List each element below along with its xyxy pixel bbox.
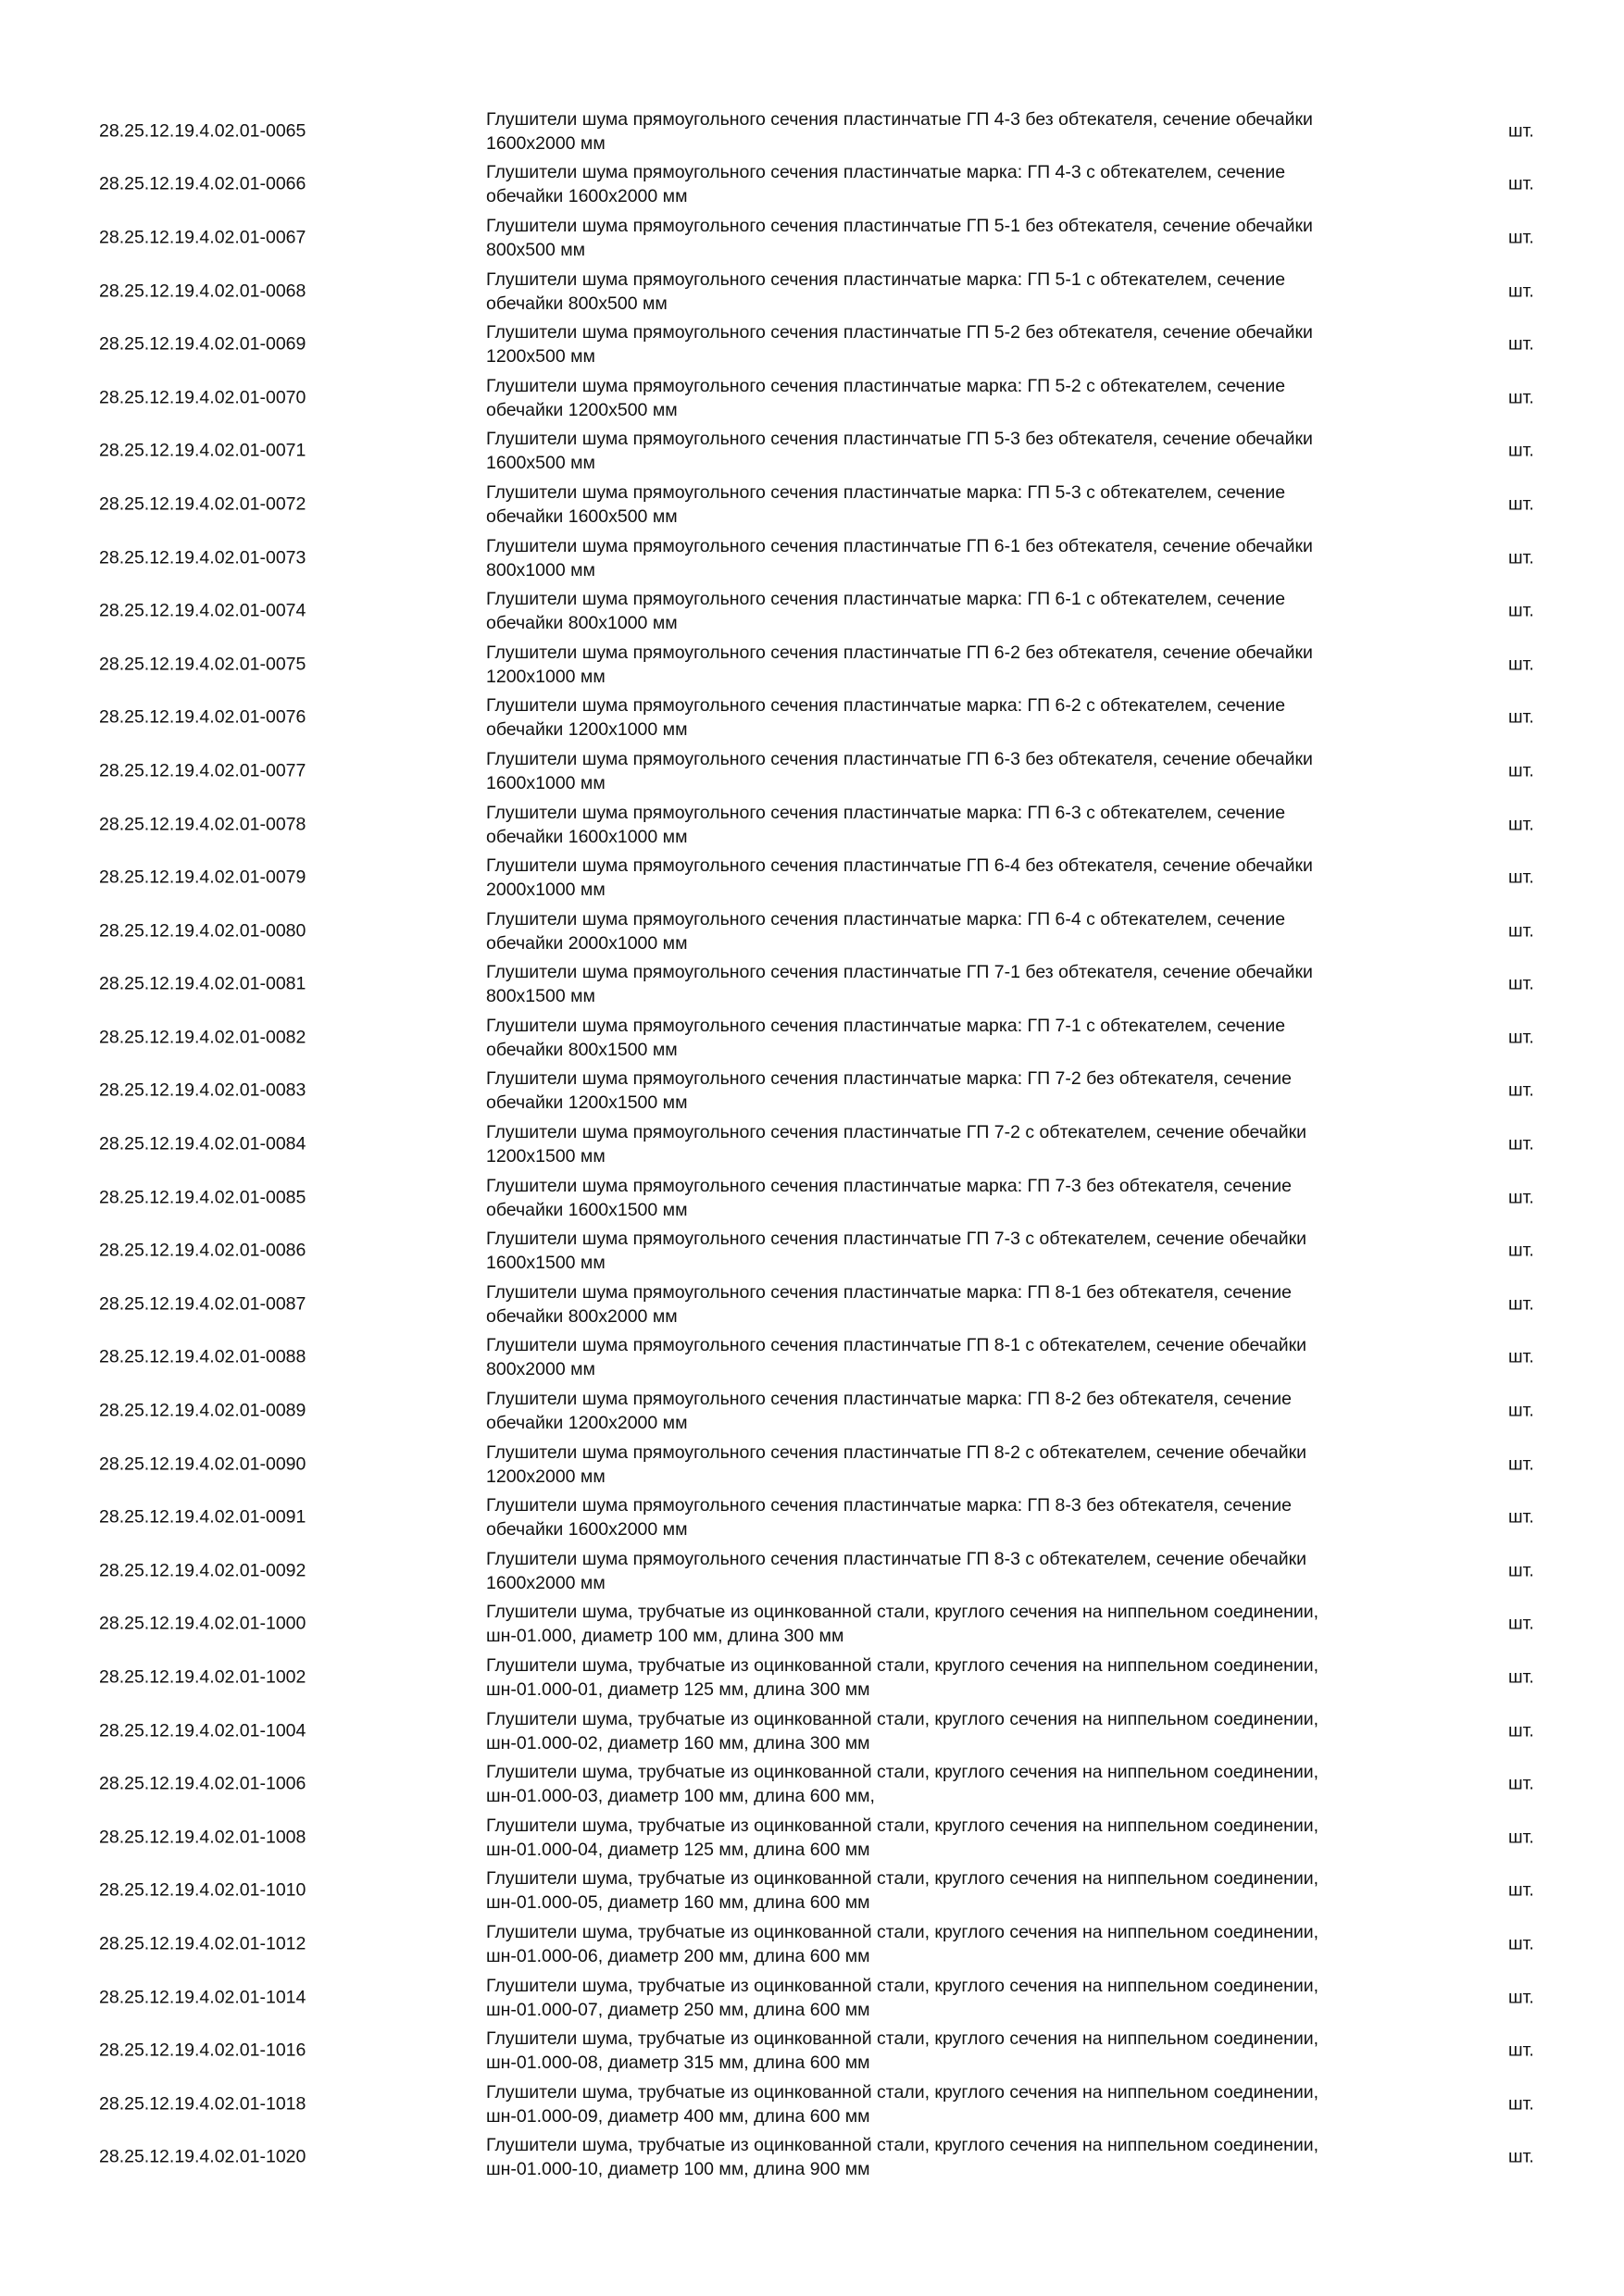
description-line: Глушители шума, трубчатые из оцинкованной стали, круглого сечения на ниппельном соединении, [486, 1975, 1319, 1996]
resource-unit: шт. [1508, 440, 1534, 461]
resource-unit: шт. [1508, 1346, 1534, 1367]
table-row [0, 1331, 1624, 1385]
resource-description [486, 1974, 1430, 2022]
resource-description [486, 1760, 1430, 1808]
resource-code: 28.25.12.19.4.02.01-0073 [99, 547, 306, 568]
table-row [0, 158, 1624, 212]
table-row [0, 1224, 1624, 1278]
description-line: 800х1000 мм [486, 559, 595, 580]
resource-code: 28.25.12.19.4.02.01-0088 [99, 1346, 306, 1367]
table-row [0, 1811, 1624, 1865]
description-line: Глушители шума прямоугольного сечения пластинчатые марка: ГП 6-2 с обтекателем, сечение [486, 695, 1286, 717]
resource-code: 28.25.12.19.4.02.01-1014 [99, 1987, 306, 2008]
description-line: обечайки 1600х2000 мм [486, 1519, 688, 1541]
resource-code: 28.25.12.19.4.02.01-0066 [99, 173, 306, 194]
description-line: Глушители шума прямоугольного сечения пластинчатые марка: ГП 7-1 с обтекателем, сечение [486, 1015, 1286, 1036]
resource-description [486, 2133, 1430, 2181]
table-row [0, 1438, 1624, 1491]
description-line: Глушители шума прямоугольного сечения пластинчатые марка: ГП 8-2 без обтекателя, сечение [486, 1389, 1292, 1410]
description-line: Глушители шума, трубчатые из оцинкованной стали, круглого сечения на ниппельном соединении, [486, 1602, 1319, 1623]
resource-unit: шт. [1508, 1454, 1534, 1475]
description-line: Глушители шума прямоугольного сечения пластинчатые марка: ГП 6-3 с обтекателем, сечение [486, 802, 1286, 823]
resource-code: 28.25.12.19.4.02.01-0089 [99, 1400, 306, 1421]
resource-code: 28.25.12.19.4.02.01-1018 [99, 2093, 306, 2115]
table-row [0, 584, 1624, 638]
description-line: Глушители шума, трубчатые из оцинкованной стали, круглого сечения на ниппельном соединении, [486, 2028, 1319, 2050]
resource-description [486, 1174, 1430, 1222]
description-line: Глушители шума прямоугольного сечения пластинчатые ГП 5-3 без обтекателя, сечение обечайки [486, 429, 1313, 450]
description-line: Глушители шума, трубчатые из оцинкованной стали, круглого сечения на ниппельном соединении, [486, 1868, 1319, 1890]
resource-code: 28.25.12.19.4.02.01-1002 [99, 1666, 306, 1688]
table-row [0, 478, 1624, 531]
description-line: 1600х2000 мм [486, 132, 606, 154]
table-row [0, 1011, 1624, 1065]
resource-description [486, 960, 1430, 1008]
resource-description [486, 1280, 1430, 1329]
resource-unit: шт. [1508, 281, 1534, 302]
description-line: Глушители шума прямоугольного сечения пластинчатые ГП 5-2 без обтекателя, сечение обечайки [486, 322, 1313, 343]
table-row [0, 1171, 1624, 1225]
resource-code: 28.25.12.19.4.02.01-0071 [99, 440, 306, 461]
resource-code: 28.25.12.19.4.02.01-0077 [99, 760, 306, 781]
resource-description [486, 641, 1430, 689]
description-line: обечайки 1200х500 мм [486, 399, 678, 420]
resource-unit: шт. [1508, 1027, 1534, 1048]
resource-description [486, 587, 1430, 635]
table-row [0, 1917, 1624, 1971]
resource-unit: шт. [1508, 706, 1534, 728]
description-line: шн-01.000-07, диаметр 250 мм, длина 600 мм [486, 1999, 870, 2020]
description-line: обечайки 800х1000 мм [486, 613, 678, 634]
description-line: шн-01.000-05, диаметр 160 мм, длина 600 мм [486, 1892, 870, 1914]
resource-description [486, 801, 1430, 849]
table-row [0, 1117, 1624, 1171]
resource-unit: шт. [1508, 547, 1534, 568]
description-line: Глушители шума, трубчатые из оцинкованной стали, круглого сечения на ниппельном соединении, [486, 2135, 1319, 2156]
resource-unit: шт. [1508, 2146, 1534, 2167]
resource-description [486, 907, 1430, 955]
description-line: Глушители шума прямоугольного сечения пластинчатые марка: ГП 4-3 с обтекателем, сечение [486, 162, 1286, 183]
resource-unit: шт. [1508, 1613, 1534, 1634]
description-line: обечайки 1600х1000 мм [486, 826, 688, 847]
resource-description [486, 214, 1430, 262]
resource-code: 28.25.12.19.4.02.01-1020 [99, 2146, 306, 2167]
description-line: 1200х500 мм [486, 346, 595, 368]
description-line: Глушители шума прямоугольного сечения пластинчатые ГП 8-3 с обтекателем, сечение обечайки [486, 1548, 1307, 1569]
resource-unit: шт. [1508, 333, 1534, 355]
description-line: Глушители шума прямоугольного сечения пластинчатые марка: ГП 8-3 без обтекателя, сечение [486, 1495, 1292, 1516]
description-line: шн-01.000-04, диаметр 125 мм, длина 600 мм [486, 1839, 870, 1860]
resource-description [486, 2080, 1430, 2128]
description-line: шн-01.000-10, диаметр 100 мм, длина 900 мм [486, 2159, 870, 2180]
resource-code: 28.25.12.19.4.02.01-1000 [99, 1613, 306, 1634]
description-line: 1600х500 мм [486, 453, 595, 474]
description-line: 800х2000 мм [486, 1359, 595, 1380]
resource-code: 28.25.12.19.4.02.01-0076 [99, 706, 306, 728]
description-line: Глушители шума прямоугольного сечения пластинчатые марка: ГП 6-4 с обтекателем, сечение [486, 908, 1286, 930]
description-line: Глушители шума прямоугольного сечения пластинчатые ГП 7-3 с обтекателем, сечение обечайки [486, 1229, 1307, 1250]
table-row [0, 1971, 1624, 2025]
table-row [0, 2024, 1624, 2078]
resource-code: 28.25.12.19.4.02.01-0090 [99, 1454, 306, 1475]
resource-unit: шт. [1508, 1187, 1534, 1208]
description-line: обечайки 1200х1500 мм [486, 1092, 688, 1114]
resource-unit: шт. [1508, 1506, 1534, 1528]
description-line: Глушители шума прямоугольного сечения пластинчатые ГП 6-3 без обтекателя, сечение обечайки [486, 748, 1313, 769]
resource-description [486, 1014, 1430, 1062]
description-line: Глушители шума прямоугольного сечения пластинчатые ГП 6-4 без обтекателя, сечение обечайки [486, 855, 1313, 877]
resource-code: 28.25.12.19.4.02.01-1012 [99, 1933, 306, 1954]
resource-code: 28.25.12.19.4.02.01-0083 [99, 1079, 306, 1101]
description-line: обечайки 1600х500 мм [486, 505, 678, 527]
description-line: обечайки 1600х1500 мм [486, 1199, 688, 1220]
resource-unit: шт. [1508, 867, 1534, 888]
description-line: Глушители шума прямоугольного сечения пластинчатые марка: ГП 8-1 без обтекателя, сечение [486, 1281, 1292, 1303]
resource-unit: шт. [1508, 1293, 1534, 1315]
table-row [0, 958, 1624, 1012]
resource-description [486, 747, 1430, 795]
resource-unit: шт. [1508, 1879, 1534, 1901]
resource-description [486, 1866, 1430, 1915]
resource-unit: шт. [1508, 120, 1534, 142]
resource-description [486, 160, 1430, 208]
resource-code: 28.25.12.19.4.02.01-0075 [99, 654, 306, 675]
resource-code: 28.25.12.19.4.02.01-1010 [99, 1879, 306, 1901]
description-line: 1200х2000 мм [486, 1466, 606, 1487]
description-line: 800х1500 мм [486, 986, 595, 1007]
resource-code: 28.25.12.19.4.02.01-1004 [99, 1720, 306, 1741]
description-line: Глушители шума прямоугольного сечения пластинчатые ГП 5-1 без обтекателя, сечение обечайки [486, 215, 1313, 236]
description-line: Глушители шума, трубчатые из оцинкованной стали, круглого сечения на ниппельном соединении, [486, 1762, 1319, 1783]
table-row [0, 692, 1624, 745]
description-line: Глушители шума, трубчатые из оцинкованной стали, круглого сечения на ниппельном соединении, [486, 1708, 1319, 1729]
resource-unit: шт. [1508, 814, 1534, 835]
resource-unit: шт. [1508, 973, 1534, 994]
resource-description [486, 480, 1430, 529]
resource-description [486, 1600, 1430, 1648]
resource-unit: шт. [1508, 2040, 1534, 2061]
resource-description [486, 320, 1430, 368]
description-line: Глушители шума, трубчатые из оцинкованной стали, круглого сечения на ниппельном соединении, [486, 2081, 1319, 2103]
resource-code: 28.25.12.19.4.02.01-1006 [99, 1773, 306, 1794]
resource-description [486, 534, 1430, 582]
table-row [0, 1278, 1624, 1331]
resource-code: 28.25.12.19.4.02.01-0087 [99, 1293, 306, 1315]
description-line: шн-01.000-02, диаметр 160 мм, длина 300 мм [486, 1732, 870, 1753]
table-row [0, 1865, 1624, 1918]
resource-unit: шт. [1508, 1933, 1534, 1954]
resource-description [486, 1814, 1430, 1862]
resource-unit: шт. [1508, 760, 1534, 781]
resource-code: 28.25.12.19.4.02.01-0080 [99, 920, 306, 942]
resource-code: 28.25.12.19.4.02.01-0082 [99, 1027, 306, 1048]
table-row [0, 1491, 1624, 1544]
resource-code: 28.25.12.19.4.02.01-0072 [99, 493, 306, 515]
resource-table [0, 105, 1624, 2184]
description-line: обечайки 1600х2000 мм [486, 186, 688, 207]
table-row [0, 1704, 1624, 1758]
resource-unit: шт. [1508, 173, 1534, 194]
table-row [0, 638, 1624, 692]
table-row [0, 211, 1624, 265]
resource-code: 28.25.12.19.4.02.01-0074 [99, 600, 306, 621]
description-line: обечайки 800х1500 мм [486, 1039, 678, 1060]
resource-description [486, 107, 1430, 156]
description-line: Глушители шума прямоугольного сечения пластинчатые марка: ГП 5-3 с обтекателем, сечение [486, 481, 1286, 503]
resource-code: 28.25.12.19.4.02.01-0070 [99, 387, 306, 408]
resource-unit: шт. [1508, 1133, 1534, 1154]
table-row [0, 2131, 1624, 2185]
resource-description [486, 268, 1430, 316]
table-row [0, 851, 1624, 905]
table-row [0, 265, 1624, 318]
description-line: шн-01.000-03, диаметр 100 мм, длина 600 мм, [486, 1786, 875, 1807]
description-line: Глушители шума прямоугольного сечения пластинчатые ГП 8-1 с обтекателем, сечение обечайки [486, 1335, 1307, 1356]
description-line: Глушители шума, трубчатые из оцинкованной стали, круглого сечения на ниппельном соединении, [486, 1655, 1319, 1677]
resource-code: 28.25.12.19.4.02.01-0067 [99, 227, 306, 248]
resource-unit: шт. [1508, 1400, 1534, 1421]
resource-code: 28.25.12.19.4.02.01-1008 [99, 1827, 306, 1848]
resource-description [486, 374, 1430, 422]
description-line: шн-01.000-09, диаметр 400 мм, длина 600 мм [486, 2105, 870, 2127]
description-line: Глушители шума прямоугольного сечения пластинчатые марка: ГП 7-2 без обтекателя, сечение [486, 1068, 1292, 1090]
description-line: Глушители шума прямоугольного сечения пластинчатые марка: ГП 5-1 с обтекателем, сечение [486, 268, 1286, 290]
description-line: 1200х1000 мм [486, 666, 606, 687]
resource-unit: шт. [1508, 1987, 1534, 2008]
resource-description [486, 1333, 1430, 1381]
resource-unit: шт. [1508, 2093, 1534, 2115]
description-line: Глушители шума прямоугольного сечения пластинчатые ГП 6-2 без обтекателя, сечение обечайки [486, 642, 1313, 663]
description-line: Глушители шума прямоугольного сечения пластинчатые ГП 4-3 без обтекателя, сечение обечайки [486, 108, 1313, 130]
resource-description [486, 1547, 1430, 1595]
resource-code: 28.25.12.19.4.02.01-0092 [99, 1560, 306, 1581]
resource-code: 28.25.12.19.4.02.01-0081 [99, 973, 306, 994]
resource-unit: шт. [1508, 227, 1534, 248]
description-line: 1600х1500 мм [486, 1253, 606, 1274]
description-line: Глушители шума прямоугольного сечения пластинчатые ГП 6-1 без обтекателя, сечение обечайки [486, 535, 1313, 556]
description-line: шн-01.000, диаметр 100 мм, длина 300 мм [486, 1626, 844, 1647]
description-line: шн-01.000-01, диаметр 125 мм, длина 300 мм [486, 1679, 870, 1701]
resource-unit: шт. [1508, 1666, 1534, 1688]
table-row [0, 1544, 1624, 1598]
table-row [0, 1384, 1624, 1438]
description-line: обечайки 1200х1000 мм [486, 719, 688, 741]
resource-code: 28.25.12.19.4.02.01-0091 [99, 1506, 306, 1528]
resource-code: 28.25.12.19.4.02.01-0086 [99, 1240, 306, 1261]
resource-code: 28.25.12.19.4.02.01-0065 [99, 120, 306, 142]
resource-description [486, 1920, 1430, 1968]
resource-unit: шт. [1508, 600, 1534, 621]
description-line: Глушители шума прямоугольного сечения пластинчатые марка: ГП 5-2 с обтекателем, сечение [486, 375, 1286, 396]
description-line: 1600х2000 мм [486, 1572, 606, 1593]
description-line: шн-01.000-08, диаметр 315 мм, длина 600 мм [486, 2053, 870, 2074]
description-line: 1200х1500 мм [486, 1146, 606, 1167]
resource-unit: шт. [1508, 1773, 1534, 1794]
resource-code: 28.25.12.19.4.02.01-0078 [99, 814, 306, 835]
table-row [0, 2078, 1624, 2131]
table-row [0, 1651, 1624, 1704]
resource-description [486, 1653, 1430, 1702]
resource-unit: шт. [1508, 654, 1534, 675]
resource-unit: шт. [1508, 1720, 1534, 1741]
resource-unit: шт. [1508, 1079, 1534, 1101]
resource-description [486, 427, 1430, 475]
resource-description [486, 2027, 1430, 2075]
resource-description [486, 1387, 1430, 1435]
table-row [0, 105, 1624, 158]
resource-description [486, 854, 1430, 902]
description-line: Глушители шума прямоугольного сечения пластинчатые ГП 8-2 с обтекателем, сечение обечайки [486, 1441, 1307, 1463]
description-line: Глушители шума прямоугольного сечения пластинчатые ГП 7-2 с обтекателем, сечение обечайки [486, 1122, 1307, 1143]
resource-unit: шт. [1508, 1827, 1534, 1848]
resource-description [486, 693, 1430, 742]
description-line: Глушители шума прямоугольного сечения пластинчатые ГП 7-1 без обтекателя, сечение обечайки [486, 962, 1313, 983]
description-line: 2000х1000 мм [486, 880, 606, 901]
table-row [0, 425, 1624, 479]
resource-description [486, 1441, 1430, 1489]
table-row [0, 905, 1624, 958]
table-row [0, 744, 1624, 798]
description-line: обечайки 1200х2000 мм [486, 1413, 688, 1434]
resource-description [486, 1067, 1430, 1115]
table-row [0, 371, 1624, 425]
resource-unit: шт. [1508, 1240, 1534, 1261]
resource-code: 28.25.12.19.4.02.01-1016 [99, 2040, 306, 2061]
resource-code: 28.25.12.19.4.02.01-0079 [99, 867, 306, 888]
description-line: шн-01.000-06, диаметр 200 мм, длина 600 мм [486, 1945, 870, 1966]
description-line: обечайки 2000х1000 мм [486, 932, 688, 954]
resource-unit: шт. [1508, 493, 1534, 515]
resource-unit: шт. [1508, 920, 1534, 942]
resource-description [486, 1120, 1430, 1168]
table-row [0, 531, 1624, 585]
resource-code: 28.25.12.19.4.02.01-0068 [99, 281, 306, 302]
resource-code: 28.25.12.19.4.02.01-0069 [99, 333, 306, 355]
table-row [0, 318, 1624, 371]
table-row [0, 1598, 1624, 1652]
description-line: Глушители шума прямоугольного сечения пластинчатые марка: ГП 6-1 с обтекателем, сечение [486, 589, 1286, 610]
resource-description [486, 1227, 1430, 1275]
description-line: 1600х1000 мм [486, 772, 606, 793]
description-line: 800х500 мм [486, 239, 586, 260]
resource-description [486, 1707, 1430, 1755]
table-row [0, 1065, 1624, 1118]
resource-unit: шт. [1508, 387, 1534, 408]
description-line: обечайки 800х2000 мм [486, 1305, 678, 1327]
table-row [0, 798, 1624, 852]
description-line: обечайки 800х500 мм [486, 293, 668, 314]
description-line: Глушители шума, трубчатые из оцинкованной стали, круглого сечения на ниппельном соединении, [486, 1921, 1319, 1942]
resource-unit: шт. [1508, 1560, 1534, 1581]
table-row [0, 1757, 1624, 1811]
description-line: Глушители шума прямоугольного сечения пластинчатые марка: ГП 7-3 без обтекателя, сечение [486, 1175, 1292, 1196]
resource-code: 28.25.12.19.4.02.01-0085 [99, 1187, 306, 1208]
resource-description [486, 1493, 1430, 1541]
description-line: Глушители шума, трубчатые из оцинкованной стали, круглого сечения на ниппельном соединении, [486, 1815, 1319, 1836]
resource-code: 28.25.12.19.4.02.01-0084 [99, 1133, 306, 1154]
